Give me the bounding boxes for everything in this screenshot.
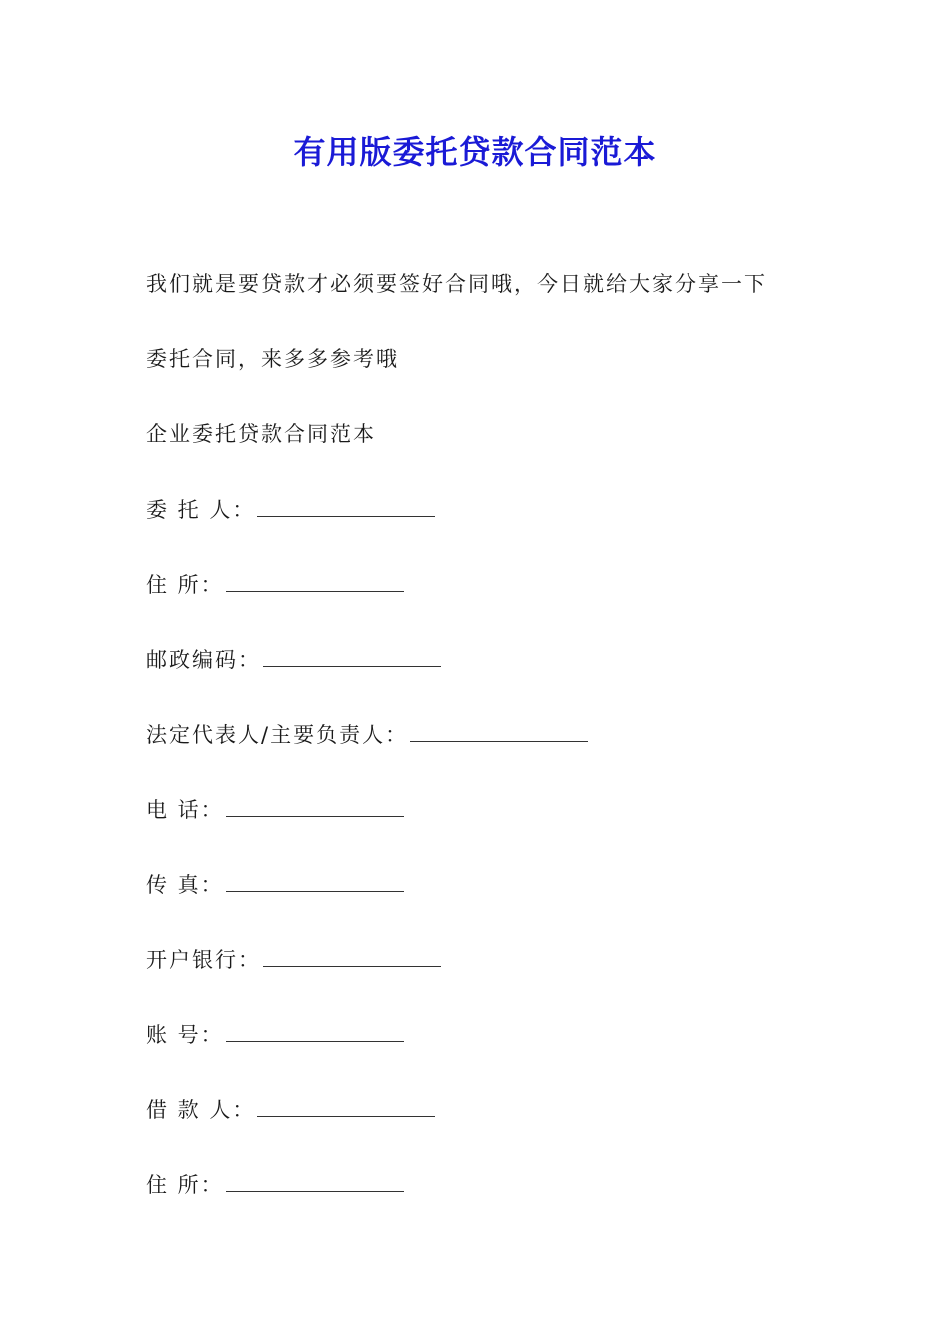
blank-line <box>263 644 441 667</box>
document-title: 有用版委托贷款合同范本 <box>293 133 657 171</box>
field-row-telephone <box>146 794 404 825</box>
field-row-postal-code <box>146 644 441 675</box>
field-row-fax <box>146 869 404 900</box>
field-row-borrower <box>146 1094 435 1125</box>
field-label: 委 托 人： <box>146 498 256 522</box>
field-row-borrower-address <box>146 1169 404 1200</box>
field-row-entrusting-party <box>146 494 435 525</box>
intro-line-1: 我们就是要贷款才必须要签好合同哦，今日就给大家分享一下 <box>146 272 767 296</box>
field-label: 住 所： <box>146 1173 224 1197</box>
field-row-address <box>146 569 404 600</box>
field-label: 传 真： <box>146 873 224 897</box>
blank-line <box>263 944 441 967</box>
field-label: 邮政编码： <box>146 648 261 672</box>
blank-line <box>226 569 404 592</box>
field-label: 开户银行： <box>146 948 261 972</box>
intro-line-2: 委托合同，来多多参考哦 <box>146 347 399 371</box>
field-label: 法定代表人/主要负责人： <box>146 723 409 747</box>
field-row-bank <box>146 944 441 975</box>
field-row-account <box>146 1019 404 1050</box>
blank-line <box>226 794 404 817</box>
blank-line <box>257 1094 435 1117</box>
section-heading: 企业委托贷款合同范本 <box>146 422 376 446</box>
field-label: 账 号： <box>146 1023 224 1047</box>
field-label: 电 话： <box>146 798 224 822</box>
blank-line <box>257 494 435 517</box>
blank-line <box>226 869 404 892</box>
blank-line <box>410 719 588 742</box>
field-label: 住 所： <box>146 573 224 597</box>
blank-line <box>226 1019 404 1042</box>
field-row-legal-representative <box>146 719 588 750</box>
blank-line <box>226 1169 404 1192</box>
field-label: 借 款 人： <box>146 1098 256 1122</box>
